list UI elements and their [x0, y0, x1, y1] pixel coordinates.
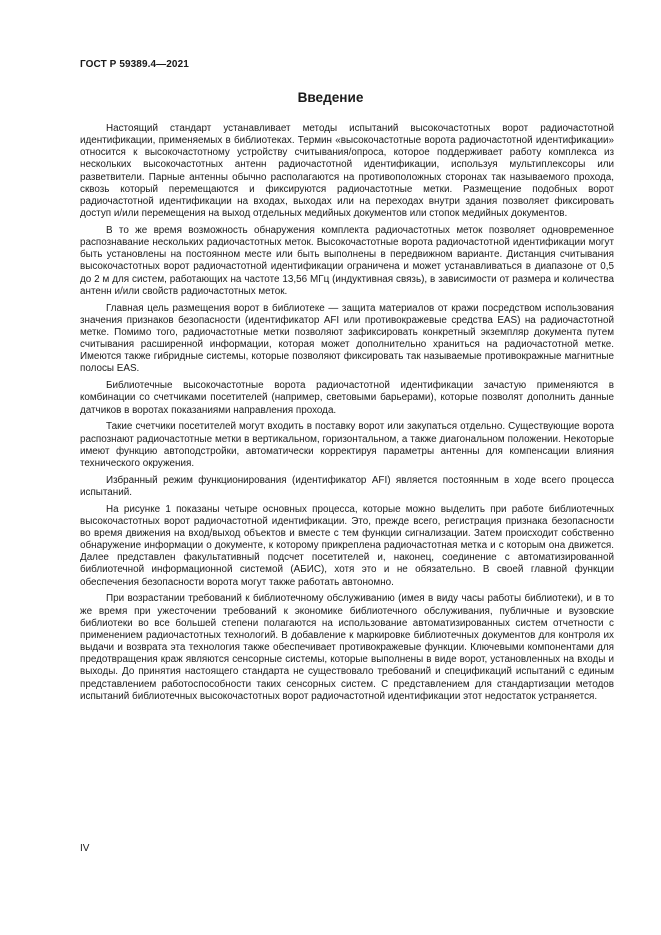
section-title: Введение — [297, 90, 364, 105]
paragraph: В то же время возможность обнаружения комплекта радиочастотных меток позволяет одновременное распознавание нескольких радиочастотных меток. Высокочастотные ворота радиочастотной идентификации могут быть установлены на постоянном месте или быть выполнены в передвижном варианте. Дистанция считывания высокочастотных ворот радиочастотной идентификации ограничена и может устанавливаться в диапазоне от 0,5 до 2 м для систем, работающих на частоте 13,56 МГц (индуктивная связь), в зависимости от размера и количества антенн и/или свойств радиочастотных меток. — [80, 224, 614, 297]
paragraph: Такие счетчики посетителей могут входить в поставку ворот или закупаться отдельно. Существующие ворота распознают радиочастотные метки в вертикальном, горизонтальном, а также диагональном положении. Некоторые имеют функцию автоподстройки, автоматически корректируя параметры антенны для компенсации влияния технического окружения. — [80, 421, 614, 469]
standard-designation: ГОСТ Р 59389.4—2021 — [80, 59, 189, 70]
paragraph: На рисунке 1 показаны четыре основных процесса, которые можно выделить при работе библиотечных высокочастотных ворот радиочастотной идентификации. Это, прежде всего, регистрация признака безопасности во время движения на вход/выход объектов и вместе с тем функции сигнализации. Затем происходит собственно обнаружение информации о документе, к которому прикреплена радиочастотная метка и с которым она движется. Далее представлен факультативный подсчет посетителей и, наконец, соединение с автоматизированной библиотечной информационной системой (АБИС), хотя это и не обязательно. В своей главной функции обеспечения безопасности ворота могут также работать автономно. — [80, 503, 614, 588]
page-number: IV — [80, 843, 90, 854]
paragraph: Главная цель размещения ворот в библиотеке — защита материалов от кражи посредством использования значения признаков безопасности (идентификатор AFI или противокражевые средства EAS) на радиочастотной метке. Помимо того, радиочастотные метки позволяют зафиксировать конкретный экземпляр документа путем считывания расширенной информации, которая может дополнительно храниться на радиочастотной метке. Имеются также гибридные системы, которые позволяют фиксировать так называемые противокражные магнитные полосы EAS. — [80, 302, 614, 375]
paragraph: При возрастании требований к библиотечному обслуживанию (имея в виду часы работы библиотеки), и в то же время при ужесточении требований к экономике библиотечного обслуживания, публичные и вузовские библиотеки во все большей степени полагаются на использование автоматизированных систем отчетности с применением радиочастотных технологий. В добавление к маркировке библиотечных документов для контроля их выдачи и возврата эта технология также обеспечивает противокражевые функции. Ключевыми компонентами для предотвращения краж являются сенсорные системы, которые выполнены в виде ворот, установленных на входы и выходы. До принятия настоящего стандарта не существовало требований и спецификаций испытаний с единым представлением работоспособности таких сенсорных систем. С представлением для стандартизации методов испытаний библиотечных высокочастотных ворот радиочастотной идентификации этот недостаток устраняется. — [80, 593, 614, 702]
section-body — [80, 123, 614, 703]
paragraph: Избранный режим функционирования (идентификатор AFI) является постоянным в ходе всего процесса испытаний. — [80, 474, 614, 498]
paragraph: Библиотечные высокочастотные ворота радиочастотной идентификации зачастую применяются в комбинации со счетчиками посетителей (например, световыми барьерами), которые позволят дополнить данные датчиков в воротах показаниями направления прохода. — [80, 380, 614, 416]
paragraph: Настоящий стандарт устанавливает методы испытаний высокочастотных ворот радиочастотной идентификации, применяемых в библиотеках. Термин «высокочастотные ворота радиочастотной идентификации» относится к высокочастотному устройству считывания/опроса, которое поддерживает работу комплекса из нескольких высокочастотных антенн радиочастотной идентификации, используя мультиплексоры или разветвители. Парные антенны обычно располагаются на противоположных сторонах так называемого прохода, сквозь который перемещаются и фиксируются радиочастотные метки. Размещение подобных ворот радиочастотной идентификации на входах, выходах или на переходах внутри здания позволяет фиксировать доступ и/или перемещения на выход отдельных медийных документов или стопок медийных документов. — [80, 123, 614, 220]
